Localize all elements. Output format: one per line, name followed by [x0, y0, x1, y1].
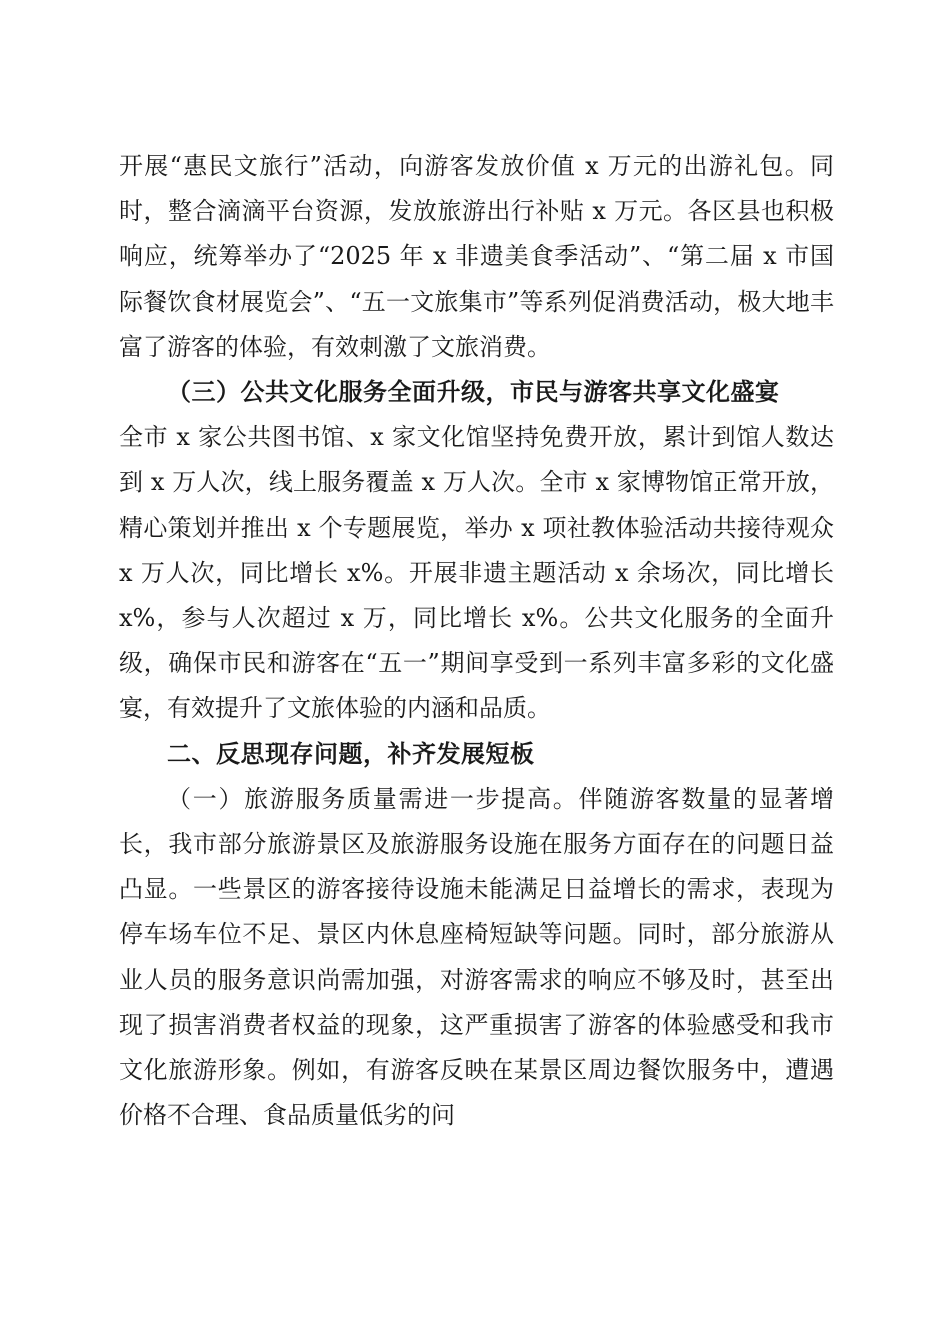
paragraph-service-quality: （一）旅游服务质量需进一步提高。伴随游客数量的显著增长，我市部分旅游景区及旅游服务设施在服务方面存在的问题日益凸显。一些景区的游客接待设施未能满足日益增长的需求，表现为停车场车位不足、景区内休息座椅短缺等问题。同时，部分旅游从业人员的服务意识尚需加强，对游客需求的响应不够及时，甚至出现了损害消费者权益的现象，这严重损害了游客的体验感受和我市文化旅游形象。例如，有游客反映在某景区周边餐饮服务中，遭遇价格不合理、食品质量低劣的问: [119, 784, 834, 1130]
document-body: [119, 144, 834, 1138]
subheading-public-culture-upgrade: （三）公共文化服务全面升级，市民与游客共享文化盛宴: [167, 378, 780, 407]
paragraph-public-culture-services: 全市 x 家公共图书馆、x 家文化馆坚持免费开放，累计到馆人数达到 x 万人次，线上服务覆盖 x 万人次。全市 x 家博物馆正常开放，精心策划并推出 x 个专题展览，举办 x 项社教体验活动共接待观众 x 万人次，同比增长 x%。开展非遗主题活动 x 余场次，同比增长 x%，参与人次超过 x 万，同比增长 x%。公共文化服务的全面升级，确保市民和游客在“五一”期间享受到一系列丰富多彩的文化盛宴，有效提升了文旅体验的内涵和品质。: [119, 423, 834, 723]
paragraph-consumption-activities: 开展“惠民文旅行”活动，向游客发放价值 x 万元的出游礼包。同时，整合滴滴平台资源，发放旅游出行补贴 x 万元。各区县也积极响应，统筹举办了“2025 年 x 非遗美食季活动”、“第二届 x 市国际餐饮食材展览会”、“五一文旅集市”等系列促消费活动，极大地丰富了游客的体验，有效刺激了文旅消费。: [119, 152, 834, 361]
section-heading-reflect-problems: 二、反思现存问题，补齐发展短板: [167, 739, 535, 768]
